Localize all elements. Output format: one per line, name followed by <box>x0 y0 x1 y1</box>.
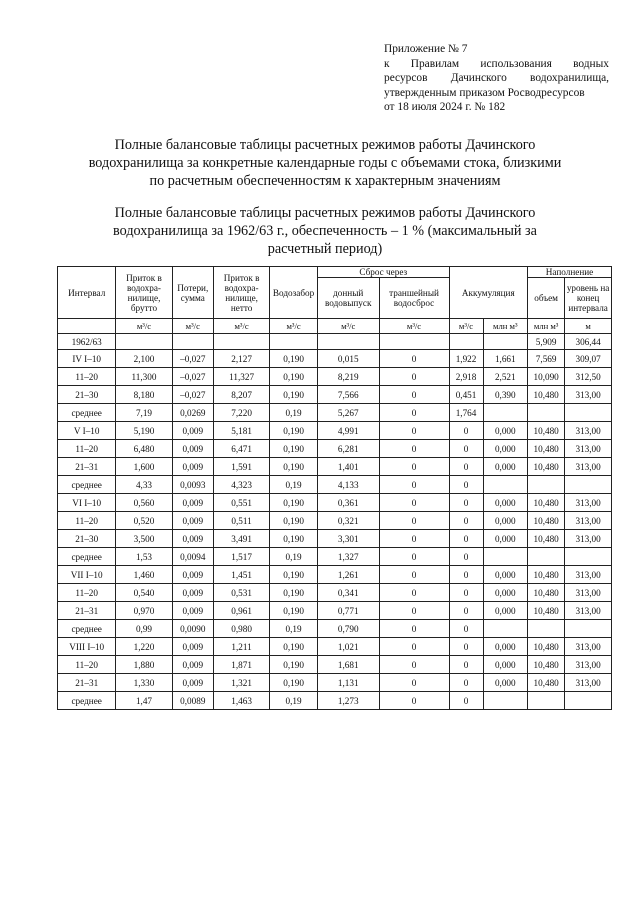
cell-loss: 0,009 <box>172 584 213 602</box>
table-row <box>58 584 612 602</box>
cell-loss: 0,0090 <box>172 620 213 638</box>
cell-trench: 0 <box>379 476 449 494</box>
table-row <box>58 458 612 476</box>
cell-net: 1,321 <box>213 674 269 692</box>
cell-interval: среднее <box>58 404 116 422</box>
cell-level <box>565 548 612 566</box>
cell-acc-vol <box>483 548 528 566</box>
cell-acc-vol: 1,661 <box>483 350 528 368</box>
cell-loss: 0,0089 <box>172 692 213 710</box>
cell-loss: 0,009 <box>172 530 213 548</box>
header-inflow-gross: Приток в водохра-нилище, брутто <box>116 267 172 319</box>
cell-volume: 10,480 <box>528 386 565 404</box>
cell-volume: 10,480 <box>528 458 565 476</box>
table-row <box>58 674 612 692</box>
cell-net: 0,531 <box>213 584 269 602</box>
cell-loss: –0,027 <box>172 368 213 386</box>
table-title: Полные балансовые таблицы расчетных режимов работы Дачинского водохранилища за 1962/63 г., обеспеченность – 1 % (максимальный за расчетный период) <box>113 205 537 257</box>
cell-acc-vol: 0,000 <box>483 530 528 548</box>
cell-empty <box>172 334 213 350</box>
cell-level: 313,00 <box>565 386 612 404</box>
cell-net: 7,220 <box>213 404 269 422</box>
cell-volume: 10,480 <box>528 638 565 656</box>
cell-empty <box>213 334 269 350</box>
cell-level: 313,00 <box>565 422 612 440</box>
cell-acc-vol: 0,000 <box>483 458 528 476</box>
cell-trench: 0 <box>379 368 449 386</box>
cell-wd: 0,190 <box>270 674 318 692</box>
cell-level <box>565 404 612 422</box>
cell-net: 6,471 <box>213 440 269 458</box>
cell-inflow: 0,99 <box>116 620 172 638</box>
cell-acc-vol: 0,390 <box>483 386 528 404</box>
cell-loss: 0,009 <box>172 422 213 440</box>
cell-trench: 0 <box>379 548 449 566</box>
cell-volume: 7,569 <box>528 350 565 368</box>
cell-acc-vol: 0,000 <box>483 440 528 458</box>
cell-volume: 10,480 <box>528 422 565 440</box>
cell-level: 313,00 <box>565 494 612 512</box>
cell-interval: 11–20 <box>58 512 116 530</box>
header-volume: объем <box>528 278 565 319</box>
table-row <box>58 602 612 620</box>
cell-trench: 0 <box>379 602 449 620</box>
header-interval: Интервал <box>58 267 116 319</box>
cell-net: 1,871 <box>213 656 269 674</box>
cell-inflow: 5,190 <box>116 422 172 440</box>
cell-inflow: 1,220 <box>116 638 172 656</box>
cell-acc-vol <box>483 476 528 494</box>
cell-acc-rate: 0 <box>449 440 483 458</box>
cell-net: 11,327 <box>213 368 269 386</box>
cell-volume: 10,090 <box>528 368 565 386</box>
appendix-line: от 18 июля 2024 г. № 182 <box>384 101 506 114</box>
cell-inflow: 8,180 <box>116 386 172 404</box>
cell-empty <box>379 334 449 350</box>
appendix-line: утвержденным приказом Росводресурсов <box>384 86 585 99</box>
cell-trench: 0 <box>379 620 449 638</box>
cell-acc-vol: 2,521 <box>483 368 528 386</box>
cell-inflow: 1,460 <box>116 566 172 584</box>
cell-net: 0,511 <box>213 512 269 530</box>
table-row <box>58 350 612 368</box>
cell-wd: 0,19 <box>270 620 318 638</box>
cell-inflow: 1,880 <box>116 656 172 674</box>
cell-trench: 0 <box>379 692 449 710</box>
cell-level <box>565 620 612 638</box>
unit-cell: м³/с <box>379 319 449 334</box>
cell-volume <box>528 692 565 710</box>
table-row <box>58 440 612 458</box>
cell-net: 3,491 <box>213 530 269 548</box>
cell-empty <box>116 334 172 350</box>
cell-wd: 0,19 <box>270 476 318 494</box>
cell-loss: 0,009 <box>172 566 213 584</box>
appendix-line: к Правилам использования водных <box>384 57 609 70</box>
cell-empty <box>270 334 318 350</box>
table-row <box>58 476 612 494</box>
cell-level: 313,00 <box>565 656 612 674</box>
cell-wd: 0,19 <box>270 692 318 710</box>
cell-loss: 0,0093 <box>172 476 213 494</box>
appendix-line: Приложение № 7 <box>384 43 468 55</box>
cell-inflow: 1,600 <box>116 458 172 476</box>
cell-loss: 0,009 <box>172 440 213 458</box>
cell-volume: 10,480 <box>528 440 565 458</box>
table-row <box>58 638 612 656</box>
cell-bottom: 0,771 <box>317 602 379 620</box>
unit-cell <box>58 319 116 334</box>
cell-net: 1,517 <box>213 548 269 566</box>
cell-wd: 0,19 <box>270 404 318 422</box>
cell-acc-rate: 0 <box>449 584 483 602</box>
cell-interval: 11–20 <box>58 368 116 386</box>
unit-cell: м <box>565 319 612 334</box>
appendix-line: ресурсов Дачинского водохранилища, <box>384 72 609 85</box>
cell-level: 313,00 <box>565 602 612 620</box>
cell-inflow: 6,480 <box>116 440 172 458</box>
cell-acc-rate: 1,922 <box>449 350 483 368</box>
unit-cell: млн м³ <box>483 319 528 334</box>
cell-bottom: 0,790 <box>317 620 379 638</box>
cell-wd: 0,190 <box>270 512 318 530</box>
cell-interval: VI I–10 <box>58 494 116 512</box>
cell-inflow: 4,33 <box>116 476 172 494</box>
cell-level: 312,50 <box>565 368 612 386</box>
cell-loss: 0,009 <box>172 494 213 512</box>
table-row <box>58 422 612 440</box>
cell-acc-vol: 0,000 <box>483 512 528 530</box>
cell-interval: V I–10 <box>58 422 116 440</box>
cell-volume: 10,480 <box>528 602 565 620</box>
cell-bottom: 0,361 <box>317 494 379 512</box>
cell-level: 313,00 <box>565 458 612 476</box>
cell-acc-rate: 0 <box>449 494 483 512</box>
cell-interval: среднее <box>58 548 116 566</box>
cell-acc-vol: 0,000 <box>483 494 528 512</box>
cell-acc-rate: 0 <box>449 422 483 440</box>
cell-inflow: 2,100 <box>116 350 172 368</box>
table-row <box>58 404 612 422</box>
cell-wd: 0,190 <box>270 566 318 584</box>
table-row <box>58 656 612 674</box>
cell-bottom: 4,133 <box>317 476 379 494</box>
cell-acc-rate: 0 <box>449 638 483 656</box>
cell-trench: 0 <box>379 530 449 548</box>
table-row <box>58 620 612 638</box>
unit-cell: м³/с <box>213 319 269 334</box>
cell-loss: 0,009 <box>172 656 213 674</box>
table-body <box>58 334 612 710</box>
cell-net: 0,961 <box>213 602 269 620</box>
cell-net: 1,211 <box>213 638 269 656</box>
cell-loss: –0,027 <box>172 350 213 368</box>
cell-trench: 0 <box>379 386 449 404</box>
units-row <box>58 319 612 334</box>
cell-acc-vol: 0,000 <box>483 674 528 692</box>
cell-volume: 10,480 <box>528 674 565 692</box>
cell-interval: 1962/63 <box>58 334 116 350</box>
cell-volume: 10,480 <box>528 656 565 674</box>
cell-interval: 21–31 <box>58 602 116 620</box>
cell-bottom: 1,261 <box>317 566 379 584</box>
cell-acc-rate: 2,918 <box>449 368 483 386</box>
table-row-start <box>58 334 612 350</box>
header-withdrawal: Водозабор <box>270 267 318 319</box>
cell-volume: 10,480 <box>528 566 565 584</box>
appendix-block <box>384 42 609 115</box>
cell-acc-rate: 0 <box>449 476 483 494</box>
cell-net: 2,127 <box>213 350 269 368</box>
header-bottom-outlet: донный водовыпуск <box>317 278 379 319</box>
table-row <box>58 548 612 566</box>
cell-loss: 0,009 <box>172 458 213 476</box>
cell-volume: 10,480 <box>528 512 565 530</box>
cell-trench: 0 <box>379 404 449 422</box>
unit-cell: м³/с <box>317 319 379 334</box>
cell-wd: 0,19 <box>270 548 318 566</box>
table-row <box>58 692 612 710</box>
header-level: уровень на конец интервала <box>565 278 612 319</box>
cell-interval: среднее <box>58 620 116 638</box>
cell-interval: IV I–10 <box>58 350 116 368</box>
cell-trench: 0 <box>379 440 449 458</box>
cell-inflow: 7,19 <box>116 404 172 422</box>
cell-trench: 0 <box>379 458 449 476</box>
cell-acc-vol <box>483 692 528 710</box>
cell-loss: –0,027 <box>172 386 213 404</box>
unit-cell: млн м³ <box>528 319 565 334</box>
cell-net: 0,551 <box>213 494 269 512</box>
cell-inflow: 3,500 <box>116 530 172 548</box>
table-row <box>58 368 612 386</box>
cell-acc-vol: 0,000 <box>483 422 528 440</box>
cell-inflow: 1,53 <box>116 548 172 566</box>
cell-net: 1,451 <box>213 566 269 584</box>
cell-wd: 0,190 <box>270 584 318 602</box>
cell-bottom: 8,219 <box>317 368 379 386</box>
cell-wd: 0,190 <box>270 350 318 368</box>
cell-bottom: 1,681 <box>317 656 379 674</box>
cell-level: 313,00 <box>565 584 612 602</box>
balance-table <box>57 266 612 710</box>
cell-wd: 0,190 <box>270 368 318 386</box>
cell-loss: 0,009 <box>172 512 213 530</box>
cell-inflow: 0,560 <box>116 494 172 512</box>
cell-empty <box>317 334 379 350</box>
cell-net: 4,323 <box>213 476 269 494</box>
cell-loss: 0,009 <box>172 602 213 620</box>
document-title: Полные балансовые таблицы расчетных режимов работы Дачинского водохранилища за конкретные календарные годы с объемами стока, близкими по расчетным обеспеченностям к характерным значениям <box>88 137 562 189</box>
cell-interval: 21–30 <box>58 386 116 404</box>
cell-interval: среднее <box>58 692 116 710</box>
cell-level: 313,00 <box>565 440 612 458</box>
cell-trench: 0 <box>379 422 449 440</box>
cell-interval: 11–20 <box>58 584 116 602</box>
cell-acc-rate: 0 <box>449 602 483 620</box>
unit-cell: м³/с <box>172 319 213 334</box>
cell-acc-rate: 0,451 <box>449 386 483 404</box>
cell-level <box>565 692 612 710</box>
cell-loss: 0,0094 <box>172 548 213 566</box>
cell-acc-rate: 1,764 <box>449 404 483 422</box>
cell-interval: VIII I–10 <box>58 638 116 656</box>
cell-volume <box>528 548 565 566</box>
cell-acc-vol <box>483 620 528 638</box>
cell-acc-vol <box>483 404 528 422</box>
cell-acc-vol: 0,000 <box>483 656 528 674</box>
cell-inflow: 11,300 <box>116 368 172 386</box>
cell-trench: 0 <box>379 494 449 512</box>
cell-acc-rate: 0 <box>449 656 483 674</box>
cell-bottom: 0,341 <box>317 584 379 602</box>
cell-trench: 0 <box>379 566 449 584</box>
cell-acc-rate: 0 <box>449 620 483 638</box>
cell-interval: 21–31 <box>58 674 116 692</box>
cell-inflow: 1,47 <box>116 692 172 710</box>
cell-acc-rate: 0 <box>449 548 483 566</box>
cell-inflow: 0,540 <box>116 584 172 602</box>
cell-level: 313,00 <box>565 566 612 584</box>
cell-interval: VII I–10 <box>58 566 116 584</box>
cell-level <box>565 476 612 494</box>
cell-net: 8,207 <box>213 386 269 404</box>
unit-cell: м³/с <box>270 319 318 334</box>
header-filling: Наполнение <box>528 267 612 278</box>
header-trench-spillway: траншейный водосброс <box>379 278 449 319</box>
cell-trench: 0 <box>379 674 449 692</box>
cell-wd: 0,190 <box>270 422 318 440</box>
cell-bottom: 0,321 <box>317 512 379 530</box>
cell-interval: 11–20 <box>58 656 116 674</box>
cell-trench: 0 <box>379 584 449 602</box>
cell-net: 1,591 <box>213 458 269 476</box>
cell-acc-rate: 0 <box>449 692 483 710</box>
cell-acc-rate: 0 <box>449 458 483 476</box>
cell-loss: 0,0269 <box>172 404 213 422</box>
cell-level: 313,00 <box>565 530 612 548</box>
cell-interval: среднее <box>58 476 116 494</box>
cell-level: 313,00 <box>565 638 612 656</box>
table-row <box>58 512 612 530</box>
cell-trench: 0 <box>379 638 449 656</box>
header-losses: Потери, сумма <box>172 267 213 319</box>
cell-interval: 21–30 <box>58 530 116 548</box>
cell-bottom: 7,566 <box>317 386 379 404</box>
cell-interval: 21–31 <box>58 458 116 476</box>
cell-bottom: 3,301 <box>317 530 379 548</box>
cell-acc-vol: 0,000 <box>483 566 528 584</box>
cell-acc-vol: 0,000 <box>483 638 528 656</box>
cell-bottom: 5,267 <box>317 404 379 422</box>
cell-acc-vol: 0,000 <box>483 584 528 602</box>
cell-bottom: 1,021 <box>317 638 379 656</box>
cell-empty <box>449 334 483 350</box>
cell-trench: 0 <box>379 512 449 530</box>
cell-loss: 0,009 <box>172 674 213 692</box>
cell-volume: 10,480 <box>528 530 565 548</box>
cell-inflow: 0,970 <box>116 602 172 620</box>
cell-acc-rate: 0 <box>449 512 483 530</box>
cell-inflow: 0,520 <box>116 512 172 530</box>
cell-net: 1,463 <box>213 692 269 710</box>
cell-empty <box>483 334 528 350</box>
cell-level: 306,44 <box>565 334 612 350</box>
cell-wd: 0,190 <box>270 386 318 404</box>
cell-net: 5,181 <box>213 422 269 440</box>
cell-acc-vol: 0,000 <box>483 602 528 620</box>
cell-volume: 5,909 <box>528 334 565 350</box>
cell-bottom: 0,015 <box>317 350 379 368</box>
cell-wd: 0,190 <box>270 638 318 656</box>
cell-volume: 10,480 <box>528 494 565 512</box>
cell-bottom: 4,991 <box>317 422 379 440</box>
table-row <box>58 494 612 512</box>
cell-wd: 0,190 <box>270 530 318 548</box>
cell-wd: 0,190 <box>270 458 318 476</box>
table-row <box>58 386 612 404</box>
cell-bottom: 6,281 <box>317 440 379 458</box>
cell-bottom: 1,273 <box>317 692 379 710</box>
unit-cell: м³/с <box>449 319 483 334</box>
cell-trench: 0 <box>379 656 449 674</box>
cell-bottom: 1,327 <box>317 548 379 566</box>
cell-inflow: 1,330 <box>116 674 172 692</box>
cell-level: 309,07 <box>565 350 612 368</box>
header-inflow-net: Приток в водохра-нилище, нетто <box>213 267 269 319</box>
table-row <box>58 530 612 548</box>
cell-loss: 0,009 <box>172 638 213 656</box>
cell-wd: 0,190 <box>270 494 318 512</box>
cell-acc-rate: 0 <box>449 530 483 548</box>
cell-volume <box>528 404 565 422</box>
cell-level: 313,00 <box>565 512 612 530</box>
header-discharge: Сброс через <box>317 267 449 278</box>
cell-volume <box>528 476 565 494</box>
cell-bottom: 1,401 <box>317 458 379 476</box>
cell-volume <box>528 620 565 638</box>
cell-wd: 0,190 <box>270 440 318 458</box>
cell-wd: 0,190 <box>270 602 318 620</box>
cell-acc-rate: 0 <box>449 566 483 584</box>
cell-net: 0,980 <box>213 620 269 638</box>
cell-level: 313,00 <box>565 674 612 692</box>
cell-trench: 0 <box>379 350 449 368</box>
table-row <box>58 566 612 584</box>
header-accumulation: Аккумуляция <box>449 267 528 319</box>
cell-volume: 10,480 <box>528 584 565 602</box>
cell-wd: 0,190 <box>270 656 318 674</box>
unit-cell: м³/с <box>116 319 172 334</box>
cell-acc-rate: 0 <box>449 674 483 692</box>
cell-bottom: 1,131 <box>317 674 379 692</box>
cell-interval: 11–20 <box>58 440 116 458</box>
